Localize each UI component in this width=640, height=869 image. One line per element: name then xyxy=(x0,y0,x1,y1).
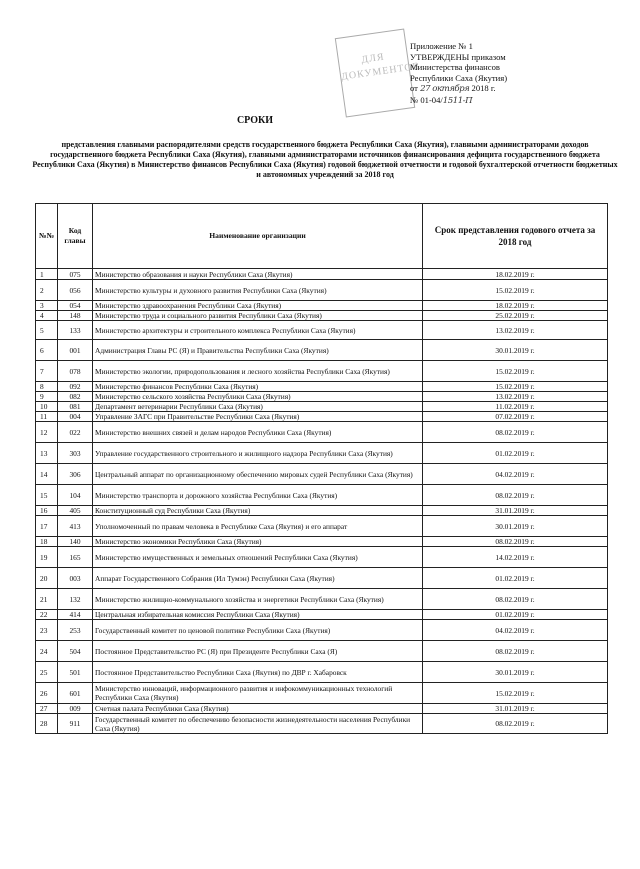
row-organization: Министерство сельского хозяйства Республики Саха (Якутия) xyxy=(93,392,423,402)
row-organization: Министерство архитектуры и строительного комплекса Республики Саха (Якутия) xyxy=(93,321,423,340)
table-row xyxy=(36,547,608,568)
row-number: 8 xyxy=(36,382,58,392)
row-organization: Центральная избирательная комиссия Республики Саха (Якутия) xyxy=(93,610,423,620)
header-deadline: Срок представления годового отчета за 2018 год xyxy=(423,204,608,269)
row-deadline: 30.01.2019 г. xyxy=(423,340,608,361)
row-deadline: 04.02.2019 г. xyxy=(423,620,608,641)
row-deadline: 01.02.2019 г. xyxy=(423,443,608,464)
row-organization: Министерство культуры и духовного развития Республики Саха (Якутия) xyxy=(93,280,423,301)
row-deadline: 31.01.2019 г. xyxy=(423,506,608,516)
row-number: 3 xyxy=(36,301,58,311)
approval-date-handwritten: 27 октября xyxy=(420,84,470,94)
row-code: 003 xyxy=(58,568,93,589)
row-organization: Министерство труда и социального развития Республики Саха (Якутия) xyxy=(93,311,423,321)
row-code: 075 xyxy=(58,269,93,280)
row-deadline: 08.02.2019 г. xyxy=(423,641,608,662)
row-organization: Министерство имущественных и земельных отношений Республики Саха (Якутия) xyxy=(93,547,423,568)
row-code: 601 xyxy=(58,683,93,704)
approval-line-republic: Республики Саха (Якутия) xyxy=(410,72,508,83)
table-row xyxy=(36,704,608,714)
row-deadline: 15.02.2019 г. xyxy=(423,280,608,301)
row-code: 911 xyxy=(58,714,93,734)
document-subtitle: представления главными распорядителями средств государственного бюджета Республики Саха (Якутия), главными администраторами доходов государственного бюджета Республики Саха (Якутия), главными администраторами источников финансирования дефицита государственного бюджета Республики Саха (Якутия) в Министерство финансов Республики Саха (Якутия) годовой бюджетной отчетности и годовой бухгалтерской отчетности бюджетных и автономных учреждений за 2018 год xyxy=(32,140,618,179)
row-number: 14 xyxy=(36,464,58,485)
row-code: 303 xyxy=(58,443,93,464)
row-code: 140 xyxy=(58,537,93,547)
row-code: 004 xyxy=(58,412,93,422)
row-organization: Администрация Главы РС (Я) и Правительства Республики Саха (Якутия) xyxy=(93,340,423,361)
table-row xyxy=(36,714,608,734)
row-number: 21 xyxy=(36,589,58,610)
table-row xyxy=(36,340,608,361)
table-row xyxy=(36,485,608,506)
row-code: 414 xyxy=(58,610,93,620)
row-organization: Счетная палата Республики Саха (Якутия) xyxy=(93,704,423,714)
row-deadline: 13.02.2019 г. xyxy=(423,392,608,402)
row-organization: Постоянное Представительство РС (Я) при Президенте Республики Саха (Я) xyxy=(93,641,423,662)
table-row xyxy=(36,361,608,382)
row-number: 20 xyxy=(36,568,58,589)
table-row xyxy=(36,516,608,537)
table-row xyxy=(36,422,608,443)
row-deadline: 04.02.2019 г. xyxy=(423,464,608,485)
row-number: 10 xyxy=(36,402,58,412)
row-code: 132 xyxy=(58,589,93,610)
approval-line-date xyxy=(410,83,620,95)
approval-number-prefix: № 01-04/ xyxy=(410,94,443,105)
table-row xyxy=(36,537,608,547)
row-deadline: 30.01.2019 г. xyxy=(423,662,608,683)
table-row xyxy=(36,641,608,662)
row-code: 165 xyxy=(58,547,93,568)
row-organization: Конституционный суд Республики Саха (Якутия) xyxy=(93,506,423,516)
row-deadline: 18.02.2019 г. xyxy=(423,301,608,311)
table-row xyxy=(36,464,608,485)
deadlines-table xyxy=(35,203,608,734)
header-number: №№ xyxy=(36,204,58,269)
table-row xyxy=(36,568,608,589)
row-code: 306 xyxy=(58,464,93,485)
row-deadline: 01.02.2019 г. xyxy=(423,610,608,620)
row-deadline: 08.02.2019 г. xyxy=(423,537,608,547)
approval-line-number xyxy=(410,95,620,107)
row-code: 078 xyxy=(58,361,93,382)
table-row xyxy=(36,620,608,641)
table-header-row xyxy=(36,204,608,269)
row-organization: Министерство жилищно-коммунального хозяйства и энергетики Республики Саха (Якутия) xyxy=(93,589,423,610)
row-code: 253 xyxy=(58,620,93,641)
row-number: 6 xyxy=(36,340,58,361)
row-number: 23 xyxy=(36,620,58,641)
row-deadline: 08.02.2019 г. xyxy=(423,714,608,734)
table-row xyxy=(36,280,608,301)
registry-stamp: ДЛЯ ДОКУМЕНТОВ xyxy=(335,29,415,118)
row-code: 022 xyxy=(58,422,93,443)
row-deadline: 07.02.2019 г. xyxy=(423,412,608,422)
table-row xyxy=(36,392,608,402)
approval-block xyxy=(410,41,620,106)
table-row xyxy=(36,301,608,311)
document-title: СРОКИ xyxy=(236,115,274,126)
row-code: 056 xyxy=(58,280,93,301)
row-number: 4 xyxy=(36,311,58,321)
approval-date-prefix: от xyxy=(410,83,418,93)
table-row xyxy=(36,402,608,412)
header-organization: Наименование организации xyxy=(93,204,423,269)
row-number: 7 xyxy=(36,361,58,382)
row-number: 17 xyxy=(36,516,58,537)
row-deadline: 08.02.2019 г. xyxy=(423,422,608,443)
row-deadline: 31.01.2019 г. xyxy=(423,704,608,714)
row-number: 27 xyxy=(36,704,58,714)
row-number: 26 xyxy=(36,683,58,704)
row-number: 11 xyxy=(36,412,58,422)
row-number: 2 xyxy=(36,280,58,301)
table-row xyxy=(36,443,608,464)
row-code: 081 xyxy=(58,402,93,412)
row-deadline: 15.02.2019 г. xyxy=(423,361,608,382)
row-deadline: 30.01.2019 г. xyxy=(423,516,608,537)
row-code: 009 xyxy=(58,704,93,714)
row-organization: Аппарат Государственного Собрания (Ил Тумэн) Республики Саха (Якутия) xyxy=(93,568,423,589)
row-deadline: 15.02.2019 г. xyxy=(423,683,608,704)
row-number: 24 xyxy=(36,641,58,662)
row-deadline: 13.02.2019 г. xyxy=(423,321,608,340)
row-deadline: 01.02.2019 г. xyxy=(423,568,608,589)
row-number: 1 xyxy=(36,269,58,280)
row-code: 054 xyxy=(58,301,93,311)
row-organization: Постоянное Представительство Республики Саха (Якутия) по ДВР г. Хабаровск xyxy=(93,662,423,683)
table-row xyxy=(36,321,608,340)
row-number: 15 xyxy=(36,485,58,506)
row-code: 405 xyxy=(58,506,93,516)
row-number: 19 xyxy=(36,547,58,568)
row-organization: Министерство экологии, природопользования и лесного хозяйства Республики Саха (Якутия) xyxy=(93,361,423,382)
row-number: 18 xyxy=(36,537,58,547)
approval-number-handwritten: 1511-П xyxy=(442,95,473,106)
row-deadline: 08.02.2019 г. xyxy=(423,589,608,610)
row-number: 9 xyxy=(36,392,58,402)
approval-line-ministry: Министерства финансов xyxy=(410,62,500,72)
row-organization: Министерство образования и науки Республики Саха (Якутия) xyxy=(93,269,423,280)
row-organization: Управление государственного строительного и жилищного надзора Республики Саха (Якутия) xyxy=(93,443,423,464)
row-organization: Государственный комитет по ценовой политике Республики Саха (Якутия) xyxy=(93,620,423,641)
table-row xyxy=(36,683,608,704)
row-organization: Министерство внешних связей и делам народов Республики Саха (Якутия) xyxy=(93,422,423,443)
approval-line-appendix: Приложение № 1 xyxy=(410,41,473,51)
row-number: 28 xyxy=(36,714,58,734)
row-organization: Министерство инноваций, информационного развития и инфокоммуникационных технологий Республики Саха (Якутия) xyxy=(93,683,423,704)
table-row xyxy=(36,311,608,321)
row-code: 148 xyxy=(58,311,93,321)
row-deadline: 08.02.2019 г. xyxy=(423,485,608,506)
row-organization: Государственный комитет по обеспечению безопасности жизнедеятельности населения Республики Саха (Якутия) xyxy=(93,714,423,734)
table-row xyxy=(36,662,608,683)
table-row xyxy=(36,589,608,610)
row-code: 104 xyxy=(58,485,93,506)
approval-date-suffix: 2018 г. xyxy=(471,83,496,93)
table-row xyxy=(36,382,608,392)
row-deadline: 11.02.2019 г. xyxy=(423,402,608,412)
table-row xyxy=(36,610,608,620)
row-number: 25 xyxy=(36,662,58,683)
row-code: 001 xyxy=(58,340,93,361)
row-organization: Министерство экономики Республики Саха (Якутия) xyxy=(93,537,423,547)
row-deadline: 25.02.2019 г. xyxy=(423,311,608,321)
row-code: 133 xyxy=(58,321,93,340)
row-organization: Министерство транспорта и дорожного хозяйства Республики Саха (Якутия) xyxy=(93,485,423,506)
row-number: 22 xyxy=(36,610,58,620)
row-number: 16 xyxy=(36,506,58,516)
table-row xyxy=(36,412,608,422)
row-organization: Центральный аппарат по организационному обеспечению мировых судей Республики Саха (Якутия) xyxy=(93,464,423,485)
row-code: 504 xyxy=(58,641,93,662)
row-number: 12 xyxy=(36,422,58,443)
table-row xyxy=(36,269,608,280)
row-number: 5 xyxy=(36,321,58,340)
header-code: Код главы xyxy=(58,204,93,269)
row-code: 092 xyxy=(58,382,93,392)
table-row xyxy=(36,506,608,516)
row-number: 13 xyxy=(36,443,58,464)
row-organization: Министерство финансов Республики Саха (Якутия) xyxy=(93,382,423,392)
row-code: 082 xyxy=(58,392,93,402)
row-organization: Управление ЗАГС при Правительстве Республики Саха (Якутия) xyxy=(93,412,423,422)
row-deadline: 15.02.2019 г. xyxy=(423,382,608,392)
row-organization: Министерство здравоохранения Республики Саха (Якутия) xyxy=(93,301,423,311)
approval-line-approved: УТВЕРЖДЕНЫ приказом xyxy=(410,51,506,62)
row-organization: Уполномоченный по правам человека в Республике Саха (Якутия) и его аппарат xyxy=(93,516,423,537)
row-deadline: 14.02.2019 г. xyxy=(423,547,608,568)
row-deadline: 18.02.2019 г. xyxy=(423,269,608,280)
row-code: 413 xyxy=(58,516,93,537)
row-organization: Департамент ветеринарии Республики Саха (Якутия) xyxy=(93,402,423,412)
row-code: 501 xyxy=(58,662,93,683)
